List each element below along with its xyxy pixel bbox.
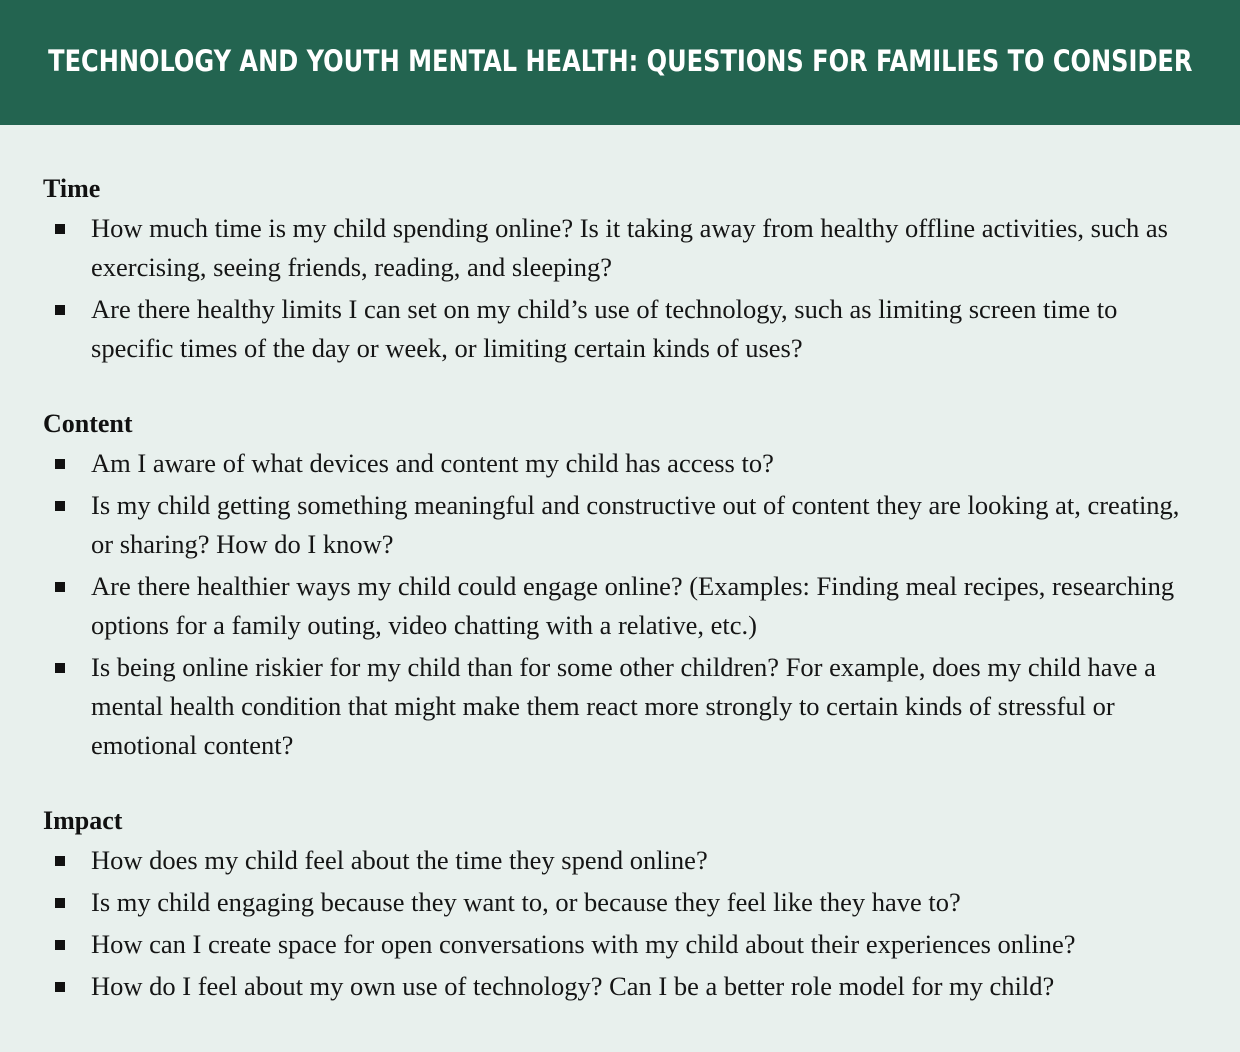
section-heading: Content	[43, 409, 133, 438]
section-impact	[43, 805, 1200, 1006]
question-text: Is being online riskier for my child than for some other children? For example, does my child have a mental health condition that might make them react more strongly to certain kinds of stressful or emotional content?	[91, 652, 1156, 760]
questions-body	[0, 125, 1240, 1006]
title-banner	[0, 0, 1240, 125]
square-bullet-icon	[55, 459, 65, 469]
question-text: Is my child engaging because they want to, or because they feel like they have to?	[91, 887, 961, 917]
section-heading: Time	[43, 174, 101, 203]
question-text: Are there healthier ways my child could engage online? (Examples: Finding meal recipes, researching options for a family outing, video chatting with a relative, etc.)	[91, 571, 1175, 640]
section-time	[43, 173, 1200, 368]
list-item	[43, 967, 1200, 1006]
square-bullet-icon	[55, 898, 65, 908]
list-item	[43, 648, 1200, 765]
section-content	[43, 408, 1200, 765]
question-list	[43, 444, 1200, 765]
question-list	[43, 209, 1200, 368]
question-text: Am I aware of what devices and content my child has access to?	[91, 448, 774, 478]
square-bullet-icon	[55, 501, 65, 511]
square-bullet-icon	[55, 856, 65, 866]
question-text: Is my child getting something meaningful and constructive out of content they are looking at, creating, or sharing? How do I know?	[91, 490, 1180, 559]
question-text: How can I create space for open conversations with my child about their experiences online?	[91, 929, 1076, 959]
list-item	[43, 925, 1200, 964]
square-bullet-icon	[55, 663, 65, 673]
square-bullet-icon	[55, 940, 65, 950]
list-item	[43, 486, 1200, 564]
question-text: How does my child feel about the time they spend online?	[91, 845, 708, 875]
list-item	[43, 883, 1200, 922]
question-list	[43, 841, 1200, 1006]
list-item	[43, 567, 1200, 645]
list-item	[43, 290, 1200, 368]
question-text: How much time is my child spending online? Is it taking away from healthy offline activities, such as exercising, seeing friends, reading, and sleeping?	[91, 213, 1168, 282]
list-item	[43, 444, 1200, 483]
section-heading: Impact	[43, 806, 123, 835]
page-title: TECHNOLOGY AND YOUTH MENTAL HEALTH: QUESTIONS FOR FAMILIES TO CONSIDER	[47, 43, 1193, 78]
square-bullet-icon	[55, 224, 65, 234]
square-bullet-icon	[55, 982, 65, 992]
list-item	[43, 209, 1200, 287]
list-item	[43, 841, 1200, 880]
square-bullet-icon	[55, 305, 65, 315]
question-text: How do I feel about my own use of technology? Can I be a better role model for my child?	[91, 971, 1055, 1001]
square-bullet-icon	[55, 582, 65, 592]
question-text: Are there healthy limits I can set on my child’s use of technology, such as limiting screen time to specific times of the day or week, or limiting certain kinds of uses?	[91, 294, 1118, 363]
